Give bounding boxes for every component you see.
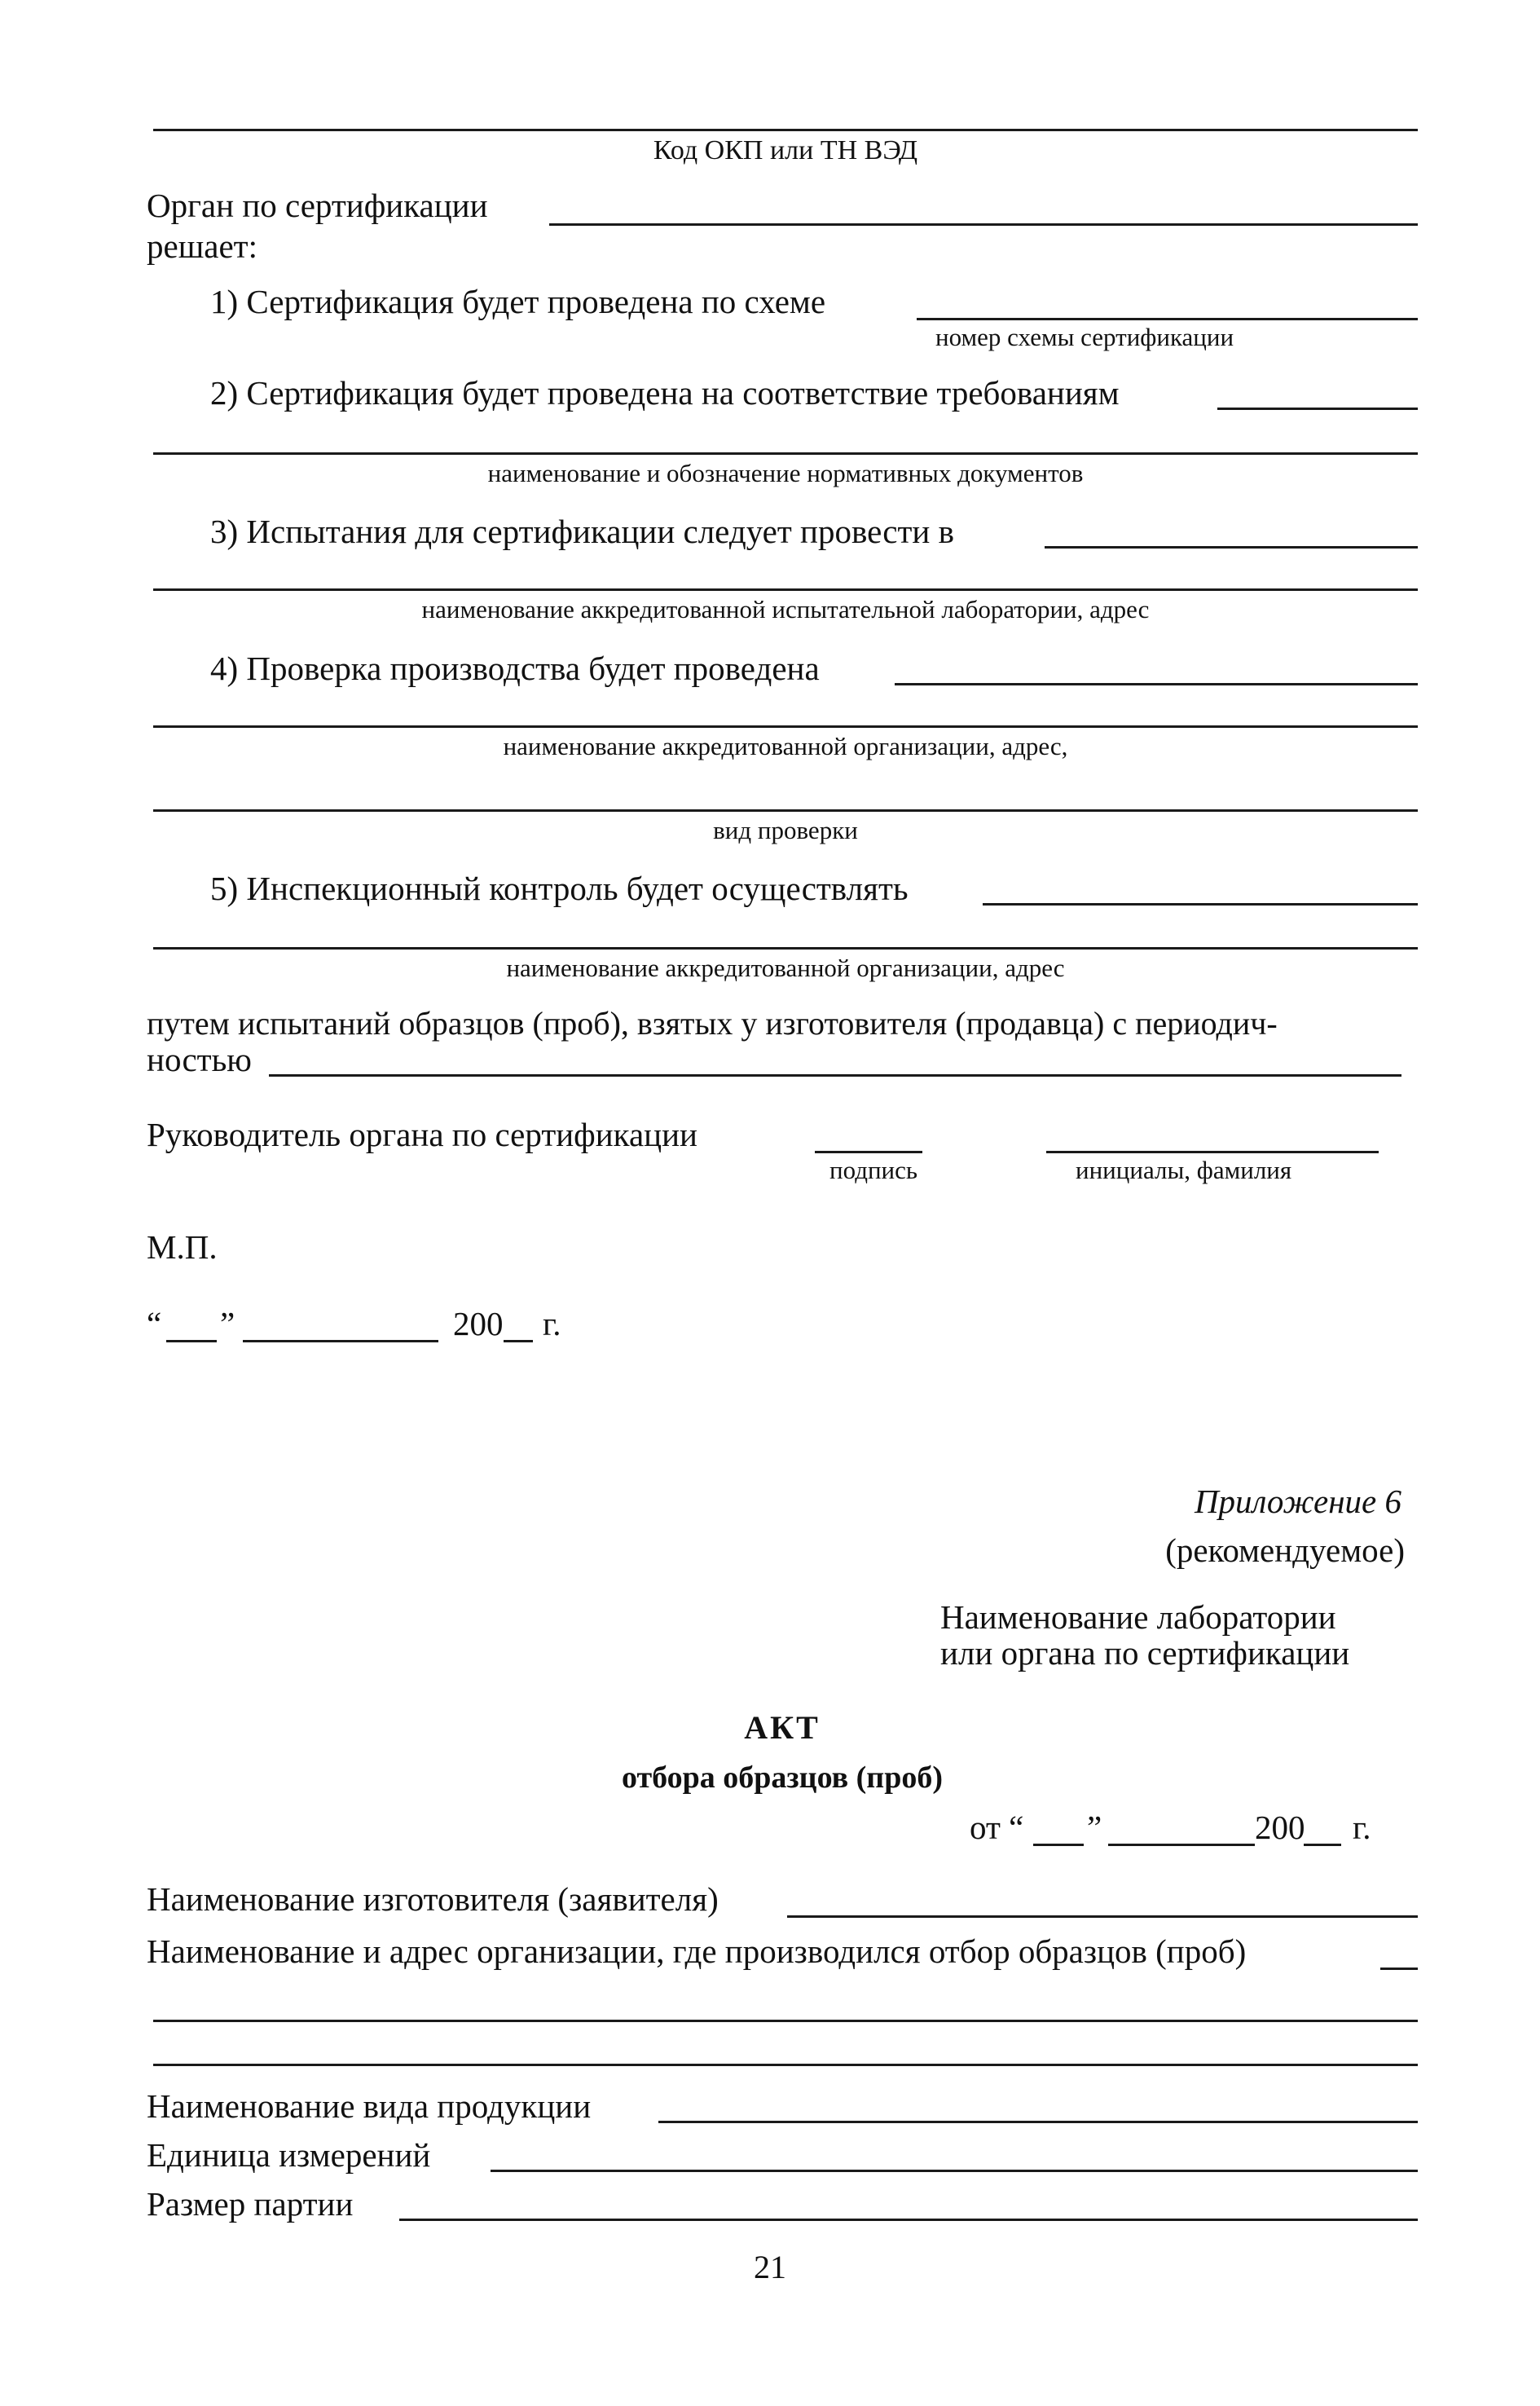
item5-field-inline[interactable]	[983, 903, 1418, 906]
act-date-day-field[interactable]	[1033, 1844, 1084, 1846]
item5-caption: наименование аккредитованной организации, адрес	[506, 954, 1065, 982]
item1-label: 1) Сертификация будет проведена по схеме	[210, 283, 826, 320]
date-day-field[interactable]	[166, 1340, 217, 1342]
initials-field[interactable]	[1046, 1151, 1379, 1153]
product-type-field[interactable]	[658, 2121, 1418, 2123]
date-close-quote: ”	[220, 1305, 235, 1342]
organ-label: Орган по сертификации	[147, 187, 488, 224]
batch-size-field[interactable]	[399, 2219, 1418, 2221]
act-date-prefix: от “	[970, 1809, 1024, 1846]
item3-caption: наименование аккредитованной испытательной лаборатории, адрес	[421, 595, 1150, 624]
item1-field[interactable]	[917, 318, 1418, 320]
item2-label: 2) Сертификация будет проведена на соответствие требованиям	[210, 374, 1120, 412]
item1-caption: номер схемы сертификации	[935, 323, 1234, 351]
unit-field[interactable]	[491, 2170, 1418, 2172]
act-subtitle: отбора образцов (проб)	[621, 1760, 943, 1795]
item3-field-inline[interactable]	[1045, 546, 1418, 549]
top-rule	[153, 129, 1418, 131]
date-year: 200	[453, 1305, 504, 1342]
act-date-month-field[interactable]	[1108, 1844, 1255, 1846]
sampling-org-field-inline[interactable]	[1380, 1968, 1418, 1970]
item2-caption: наименование и обозначение нормативных документов	[487, 459, 1084, 487]
signature-field[interactable]	[815, 1151, 922, 1153]
appendix-subtitle: (рекомендуемое)	[1165, 1531, 1405, 1569]
item2-field[interactable]	[153, 452, 1418, 455]
date-open-quote: “	[147, 1305, 162, 1342]
head-label: Руководитель органа по сертификации	[147, 1116, 697, 1153]
appendix-title: Приложение 6	[1194, 1483, 1401, 1520]
sampling-org-field-1[interactable]	[153, 2020, 1418, 2022]
product-type-label: Наименование вида продукции	[147, 2087, 592, 2125]
act-date-year-field[interactable]	[1304, 1844, 1341, 1846]
item5-label: 5) Инспекционный контроль будет осуществлять	[210, 870, 909, 907]
organ-field[interactable]	[549, 223, 1418, 226]
sampling-org-label: Наименование и адрес организации, где производился отбор образцов (проб)	[147, 1932, 1247, 1970]
manufacturer-label: Наименование изготовителя (заявителя)	[147, 1880, 719, 1918]
date-year-field[interactable]	[504, 1340, 533, 1342]
batch-size-label: Размер партии	[147, 2185, 354, 2223]
item5-field[interactable]	[153, 947, 1418, 950]
item2-field-inline[interactable]	[1217, 408, 1418, 410]
periodicity-field[interactable]	[269, 1074, 1401, 1077]
testing-text-line1: путем испытаний образцов (проб), взятых у изготовителя (продавца) с периодич-	[147, 1005, 1278, 1042]
item4-field[interactable]	[153, 725, 1418, 728]
act-date-close-quote: ”	[1087, 1809, 1102, 1846]
item4-field-inline[interactable]	[895, 683, 1418, 685]
item3-field[interactable]	[153, 588, 1418, 591]
date-month-field[interactable]	[243, 1340, 438, 1342]
inspection-type-field[interactable]	[153, 809, 1418, 812]
item3-label: 3) Испытания для сертификации следует провести в	[210, 513, 954, 550]
item4-label: 4) Проверка производства будет проведена	[210, 650, 820, 687]
act-date-year: 200	[1255, 1809, 1305, 1846]
testing-text-line2: ностью	[147, 1041, 252, 1078]
signature-caption: подпись	[829, 1156, 918, 1184]
inspection-type-caption: вид проверки	[713, 816, 858, 844]
stamp-label: М.П.	[147, 1228, 218, 1266]
initials-caption: инициалы, фамилия	[1076, 1156, 1292, 1184]
date-suffix: г.	[543, 1305, 561, 1342]
decides-label: решает:	[147, 227, 257, 265]
act-title: АКТ	[744, 1709, 821, 1746]
manufacturer-field[interactable]	[787, 1915, 1418, 1918]
page-number: 21	[754, 2249, 786, 2285]
lab-name-line1: Наименование лаборатории	[940, 1598, 1336, 1636]
item4-caption: наименование аккредитованной организации, адрес,	[503, 732, 1068, 760]
sampling-org-field-2[interactable]	[153, 2064, 1418, 2066]
code-caption: Код ОКП или ТН ВЭД	[653, 135, 918, 165]
act-date-suffix: г.	[1353, 1809, 1371, 1846]
unit-label: Единица измерений	[147, 2136, 431, 2174]
lab-name-line2: или органа по сертификации	[940, 1634, 1350, 1672]
